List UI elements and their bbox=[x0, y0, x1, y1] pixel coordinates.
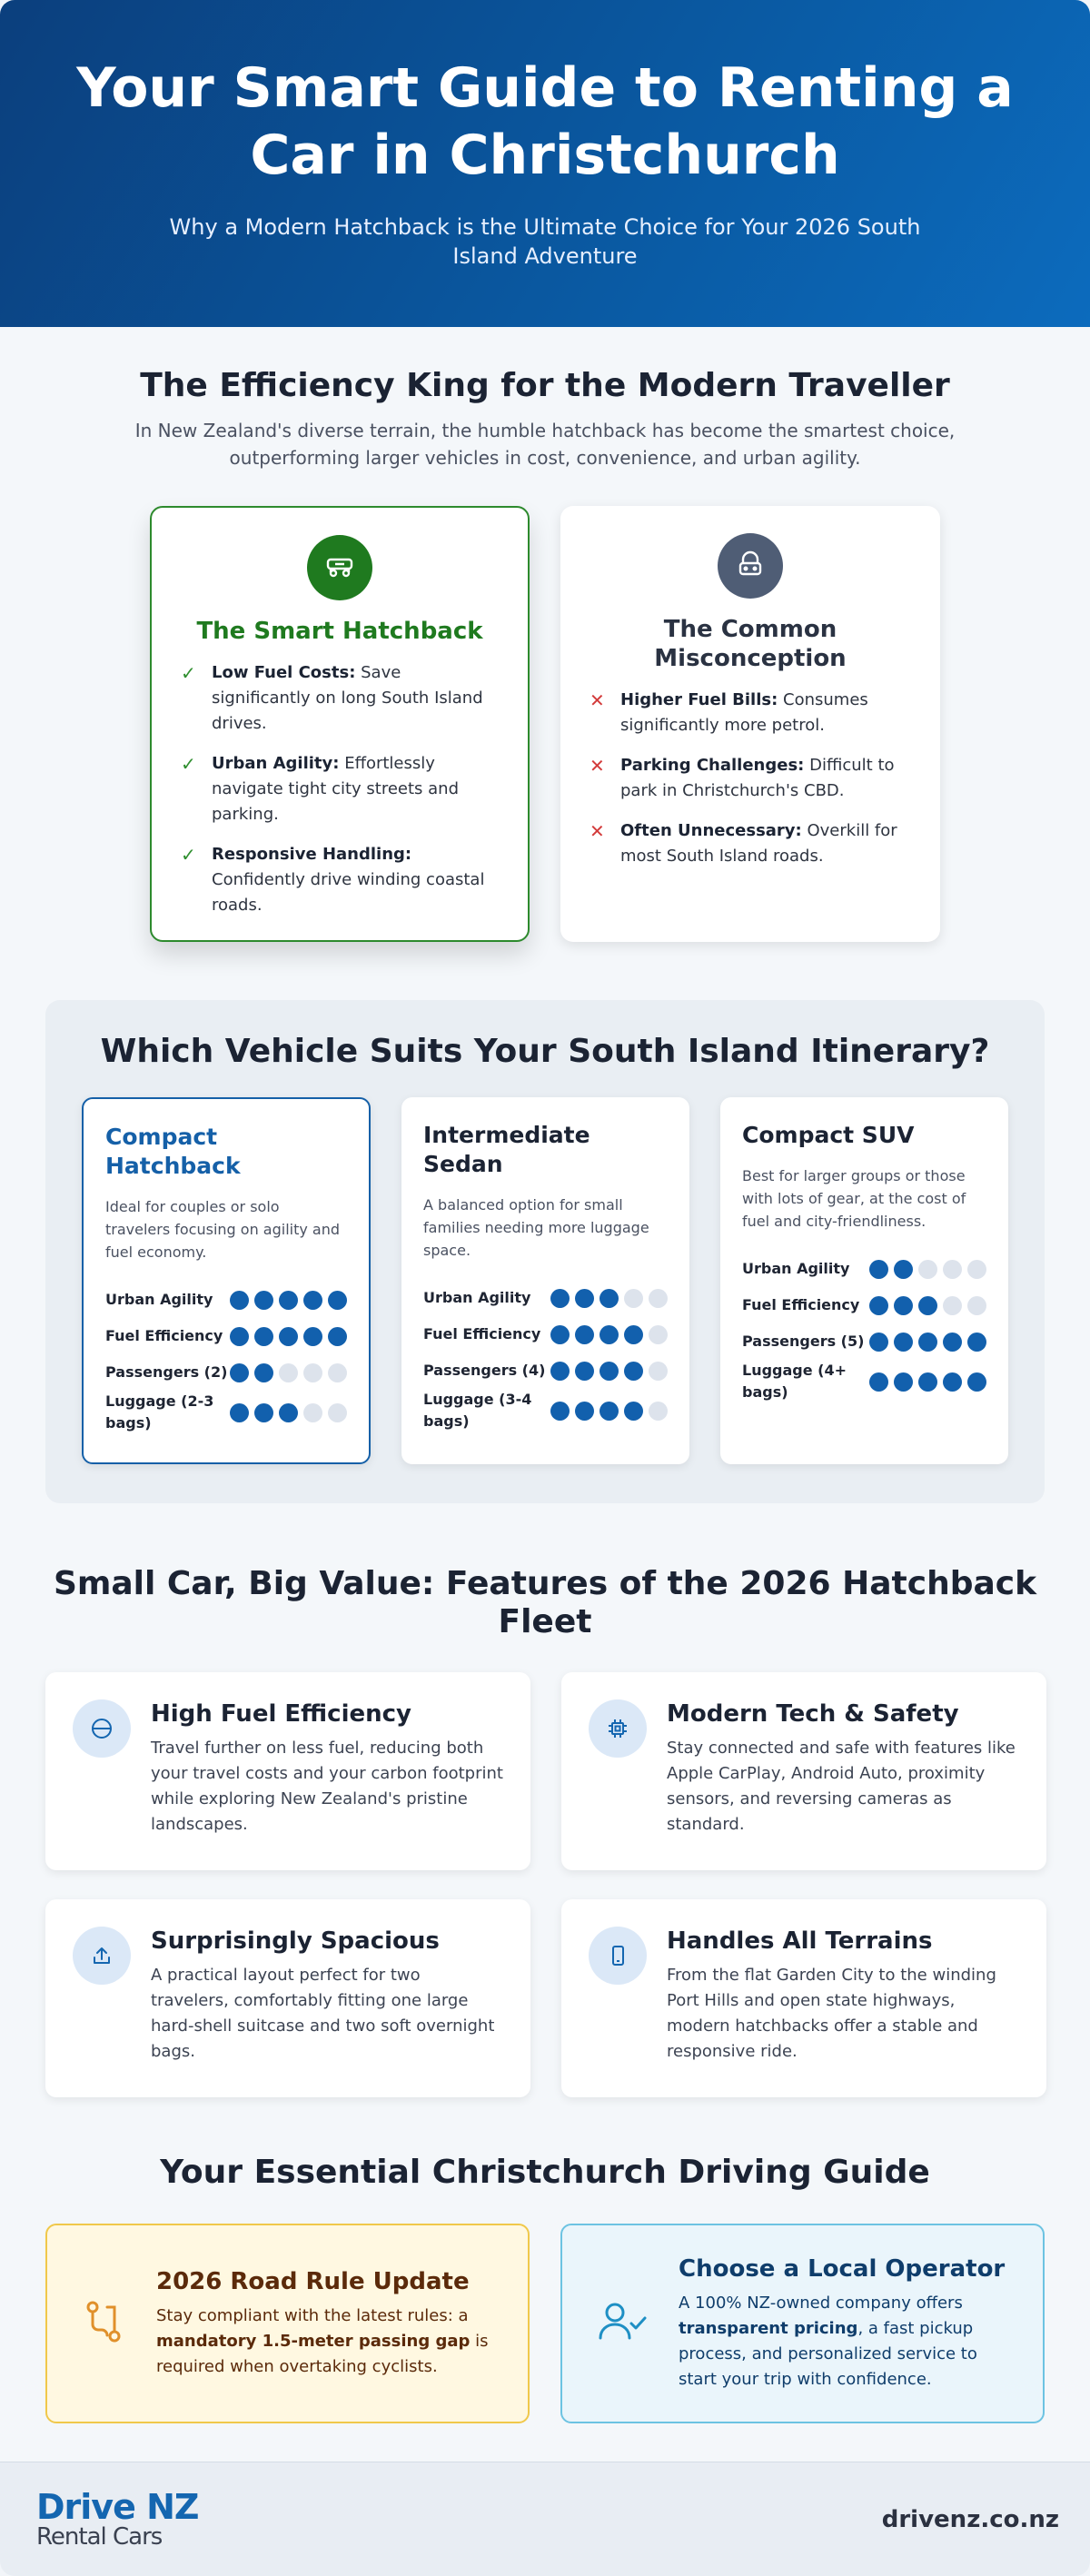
rating-dot-empty bbox=[967, 1296, 986, 1315]
feature-title: Surprisingly Spacious bbox=[151, 1927, 440, 1955]
rating-dot-filled bbox=[279, 1291, 298, 1310]
rating-dot-empty bbox=[943, 1260, 962, 1279]
rating-dot-filled bbox=[575, 1402, 594, 1421]
rating-dot-filled bbox=[943, 1372, 962, 1392]
rating-row bbox=[105, 1354, 347, 1391]
rating-dot-filled bbox=[967, 1333, 986, 1352]
footer bbox=[0, 2462, 1090, 2576]
drawback-item bbox=[590, 753, 911, 804]
rating-row bbox=[423, 1389, 668, 1432]
rating-row bbox=[423, 1316, 668, 1352]
rating-dot-filled bbox=[550, 1289, 570, 1308]
check-icon: ✓ bbox=[181, 844, 196, 866]
features-grid bbox=[45, 1672, 1045, 2097]
rating-dot-filled bbox=[869, 1333, 888, 1352]
cross-icon: ✕ bbox=[590, 820, 605, 842]
rating-dots bbox=[550, 1402, 668, 1421]
local-operator-pre: A 100% NZ-owned company offers bbox=[679, 2294, 963, 2313]
rating-dots bbox=[230, 1291, 347, 1310]
rating-dots bbox=[869, 1296, 986, 1315]
rating-row bbox=[742, 1323, 986, 1360]
road-rule-title: 2026 Road Rule Update bbox=[156, 2268, 470, 2295]
rating-dots bbox=[869, 1260, 986, 1279]
rating-dot-filled bbox=[624, 1325, 643, 1344]
benefit-label: Urban Agility: bbox=[212, 754, 340, 773]
drawback-label: Often Unnecessary: bbox=[620, 821, 802, 840]
rating-dot-empty bbox=[649, 1402, 668, 1421]
rating-row bbox=[105, 1318, 347, 1354]
rating-label: Fuel Efficiency bbox=[742, 1296, 860, 1313]
rating-dot-filled bbox=[918, 1372, 937, 1392]
rating-label: Urban Agility bbox=[423, 1289, 531, 1306]
phone-icon bbox=[589, 1927, 647, 1985]
logo-wordmark: Drive NZ bbox=[36, 2486, 199, 2527]
benefit-text: Effortlessly navigate tight city streets and parking. bbox=[212, 754, 460, 824]
rating-table bbox=[742, 1251, 986, 1403]
comparison-cards bbox=[0, 506, 1090, 942]
rating-label: Fuel Efficiency bbox=[105, 1327, 223, 1344]
benefit-label: Responsive Handling: bbox=[212, 845, 412, 864]
benefit-text: Confidently drive winding coastal roads. bbox=[212, 870, 485, 915]
rating-dots bbox=[550, 1289, 668, 1308]
drawback-item bbox=[590, 688, 911, 738]
rating-dot-filled bbox=[303, 1327, 322, 1346]
rating-dot-empty bbox=[649, 1325, 668, 1344]
smart-hatchback-list bbox=[181, 660, 499, 918]
feature-title: Modern Tech & Safety bbox=[667, 1700, 959, 1728]
fuel-gauge-icon bbox=[73, 1699, 131, 1758]
drawback-item bbox=[590, 818, 911, 869]
rating-dot-filled bbox=[624, 1402, 643, 1421]
rating-dot-empty bbox=[303, 1403, 322, 1422]
smart-hatchback-title: The Smart Hatchback bbox=[196, 618, 483, 645]
benefit-item bbox=[181, 660, 499, 737]
rating-dot-empty bbox=[328, 1403, 347, 1422]
brand-logo[interactable] bbox=[36, 2486, 199, 2551]
check-icon: ✓ bbox=[181, 662, 196, 684]
rating-dot-filled bbox=[254, 1403, 273, 1422]
rating-dots bbox=[869, 1333, 986, 1352]
drawback-text: Overkill for most South Island roads. bbox=[620, 821, 897, 866]
rating-dot-filled bbox=[600, 1289, 619, 1308]
rating-label: Luggage (4+ bags) bbox=[742, 1362, 847, 1401]
rating-dot-filled bbox=[624, 1362, 643, 1381]
feature-desc: Stay connected and safe with features like Apple CarPlay, Android Auto, proximity sensors, and reversing cameras as standard. bbox=[667, 1739, 1016, 1834]
rating-dot-filled bbox=[918, 1296, 937, 1315]
feature-desc: Travel further on less fuel, reducing both your travel costs and your carbon footprint while exploring New Zealand's pristine landscapes. bbox=[151, 1739, 503, 1834]
rating-dot-filled bbox=[918, 1333, 937, 1352]
efficiency-section bbox=[0, 327, 1090, 942]
rating-label: Luggage (3-4 bags) bbox=[423, 1391, 532, 1430]
driving-title: Your Essential Christchurch Driving Guide bbox=[160, 2154, 930, 2191]
vehicle-name: Compact SUV bbox=[742, 1122, 915, 1148]
local-operator-emphasis: transparent pricing bbox=[679, 2319, 858, 2338]
benefit-label: Low Fuel Costs: bbox=[212, 663, 356, 682]
chip-icon bbox=[589, 1699, 647, 1758]
rating-row bbox=[742, 1287, 986, 1323]
rating-dot-filled bbox=[943, 1333, 962, 1352]
rating-dot-filled bbox=[550, 1362, 570, 1381]
misconception-title: The Common Misconception bbox=[654, 616, 847, 672]
rating-dot-empty bbox=[649, 1289, 668, 1308]
rating-dot-filled bbox=[894, 1260, 913, 1279]
rating-dots bbox=[230, 1363, 347, 1382]
road-rule-text bbox=[156, 2304, 497, 2380]
rating-dot-filled bbox=[328, 1291, 347, 1310]
logo-tagline: Rental Cars bbox=[36, 2522, 163, 2551]
local-operator-card bbox=[560, 2224, 1045, 2423]
vehicle-card[interactable] bbox=[401, 1097, 689, 1464]
local-operator-title: Choose a Local Operator bbox=[679, 2255, 1006, 2283]
rating-label: Urban Agility bbox=[105, 1291, 213, 1308]
rating-dot-empty bbox=[943, 1296, 962, 1315]
cross-icon: ✕ bbox=[590, 755, 605, 777]
driving-section bbox=[0, 2154, 1090, 2423]
efficiency-title: The Efficiency King for the Modern Traveller bbox=[140, 367, 950, 404]
rating-dot-filled bbox=[967, 1372, 986, 1392]
misconception-card bbox=[560, 506, 940, 942]
feature-desc: From the flat Garden City to the winding Port Hills and open state highways, modern hatchbacks offer a stable and responsive ride. bbox=[667, 1966, 996, 2061]
rating-row bbox=[105, 1391, 347, 1434]
rating-dot-filled bbox=[303, 1291, 322, 1310]
rating-dot-filled bbox=[254, 1327, 273, 1346]
feature-card bbox=[561, 1899, 1046, 2097]
check-icon: ✓ bbox=[181, 753, 196, 775]
rating-dot-filled bbox=[600, 1362, 619, 1381]
rating-row bbox=[742, 1360, 986, 1403]
road-rule-pre: Stay compliant with the latest rules: a bbox=[156, 2306, 469, 2325]
vehicle-cards bbox=[82, 1097, 1008, 1464]
hero-title: Your Smart Guide to Renting a Car in Christchurch bbox=[76, 56, 1014, 187]
car-icon bbox=[307, 535, 372, 600]
rating-dots bbox=[550, 1325, 668, 1344]
benefit-text: Save significantly on long South Island drives. bbox=[212, 663, 483, 733]
rating-dot-filled bbox=[328, 1327, 347, 1346]
van-icon bbox=[718, 533, 783, 599]
itinerary-title: Which Vehicle Suits Your South Island Itinerary? bbox=[100, 1033, 990, 1070]
benefit-item bbox=[181, 842, 499, 918]
rating-label: Fuel Efficiency bbox=[423, 1325, 541, 1342]
hero-subtitle: Why a Modern Hatchback is the Ultimate Choice for Your 2026 South Island Adventure bbox=[169, 214, 921, 269]
rating-dots bbox=[230, 1403, 347, 1422]
local-operator-post: , a fast pickup process, and personalized service to start your trip with confidence. bbox=[679, 2319, 977, 2389]
road-rule-emphasis: mandatory 1.5-meter passing gap bbox=[156, 2332, 471, 2351]
feature-title: High Fuel Efficiency bbox=[151, 1700, 412, 1728]
feature-card bbox=[561, 1672, 1046, 1870]
rating-dot-filled bbox=[869, 1296, 888, 1315]
rating-dot-filled bbox=[230, 1291, 249, 1310]
efficiency-subtitle: In New Zealand's diverse terrain, the humble hatchback has become the smartest choice, outperforming larger vehicles in cost, convenience, and urban agility. bbox=[134, 420, 956, 469]
rating-label: Urban Agility bbox=[742, 1260, 850, 1277]
website-link[interactable]: drivenz.co.nz bbox=[881, 2505, 1059, 2533]
rating-label: Passengers (4) bbox=[423, 1362, 546, 1379]
rating-dot-filled bbox=[230, 1327, 249, 1346]
rating-dot-empty bbox=[649, 1362, 668, 1381]
rating-dot-empty bbox=[624, 1289, 643, 1308]
feature-card bbox=[45, 1899, 530, 2097]
road-rule-card bbox=[45, 2224, 530, 2423]
rating-dots bbox=[869, 1372, 986, 1392]
rating-dot-filled bbox=[575, 1362, 594, 1381]
smart-hatchback-card bbox=[150, 506, 530, 942]
rating-dot-filled bbox=[230, 1403, 249, 1422]
rating-dot-filled bbox=[894, 1333, 913, 1352]
local-operator-text bbox=[679, 2291, 1012, 2393]
rating-dots bbox=[550, 1362, 668, 1381]
vehicle-name: Compact Hatchback bbox=[105, 1124, 241, 1179]
feature-title: Handles All Terrains bbox=[667, 1927, 933, 1955]
rating-table bbox=[105, 1282, 347, 1434]
drawback-text: Difficult to park in Christchurch's CBD. bbox=[620, 756, 895, 800]
vehicle-name: Intermediate Sedan bbox=[423, 1122, 590, 1177]
rating-dots bbox=[230, 1327, 347, 1346]
rating-dot-filled bbox=[575, 1289, 594, 1308]
rating-dot-empty bbox=[303, 1363, 322, 1382]
rating-dot-empty bbox=[918, 1260, 937, 1279]
rating-dot-empty bbox=[279, 1363, 298, 1382]
vehicle-desc: A balanced option for small families needing more luggage space. bbox=[423, 1196, 649, 1259]
driving-cards bbox=[45, 2224, 1045, 2423]
hero-banner bbox=[0, 0, 1090, 327]
rating-dot-filled bbox=[254, 1363, 273, 1382]
vehicle-desc: Best for larger groups or those with lots of gear, at the cost of fuel and city-friendliness. bbox=[742, 1167, 966, 1230]
rating-dot-filled bbox=[279, 1327, 298, 1346]
feature-desc: A practical layout perfect for two travelers, comfortably fitting one large hard-shell suitcase and two soft overnight bags. bbox=[151, 1966, 495, 2061]
features-section bbox=[0, 1565, 1090, 2097]
rating-row bbox=[742, 1251, 986, 1287]
vehicle-card[interactable] bbox=[82, 1097, 371, 1464]
vehicle-card[interactable] bbox=[720, 1097, 1008, 1464]
drawback-label: Higher Fuel Bills: bbox=[620, 690, 778, 709]
rating-dot-filled bbox=[894, 1372, 913, 1392]
drawback-text: Consumes significantly more petrol. bbox=[620, 690, 868, 735]
feature-card bbox=[45, 1672, 530, 1870]
benefit-item bbox=[181, 751, 499, 827]
rating-label: Passengers (2) bbox=[105, 1363, 228, 1381]
rating-dot-filled bbox=[894, 1296, 913, 1315]
rating-dot-filled bbox=[575, 1325, 594, 1344]
rating-dot-filled bbox=[600, 1325, 619, 1344]
rating-dot-filled bbox=[600, 1402, 619, 1421]
road-rule-post: is required when overtaking cyclists. bbox=[156, 2332, 489, 2376]
rating-table bbox=[423, 1280, 668, 1432]
rating-dot-filled bbox=[254, 1291, 273, 1310]
misconception-list bbox=[590, 688, 911, 869]
upload-box-icon bbox=[73, 1927, 131, 1985]
cross-icon: ✕ bbox=[590, 689, 605, 711]
rating-dot-filled bbox=[279, 1403, 298, 1422]
rating-row bbox=[105, 1282, 347, 1318]
user-check-icon bbox=[593, 2296, 651, 2351]
rating-dot-filled bbox=[869, 1260, 888, 1279]
route-icon bbox=[78, 2296, 129, 2351]
drawback-label: Parking Challenges: bbox=[620, 756, 805, 775]
rating-dot-filled bbox=[550, 1402, 570, 1421]
rating-dot-filled bbox=[230, 1363, 249, 1382]
rating-dot-empty bbox=[967, 1260, 986, 1279]
rating-row bbox=[423, 1352, 668, 1389]
itinerary-section bbox=[45, 1000, 1045, 1503]
features-title: Small Car, Big Value: Features of the 2026 Hatchback Fleet bbox=[53, 1565, 1037, 1640]
rating-dot-filled bbox=[869, 1372, 888, 1392]
rating-label: Luggage (2-3 bags) bbox=[105, 1392, 214, 1432]
rating-dot-empty bbox=[328, 1363, 347, 1382]
vehicle-desc: Ideal for couples or solo travelers focusing on agility and fuel economy. bbox=[105, 1198, 341, 1261]
rating-label: Passengers (5) bbox=[742, 1333, 865, 1350]
rating-dot-filled bbox=[550, 1325, 570, 1344]
rating-row bbox=[423, 1280, 668, 1316]
